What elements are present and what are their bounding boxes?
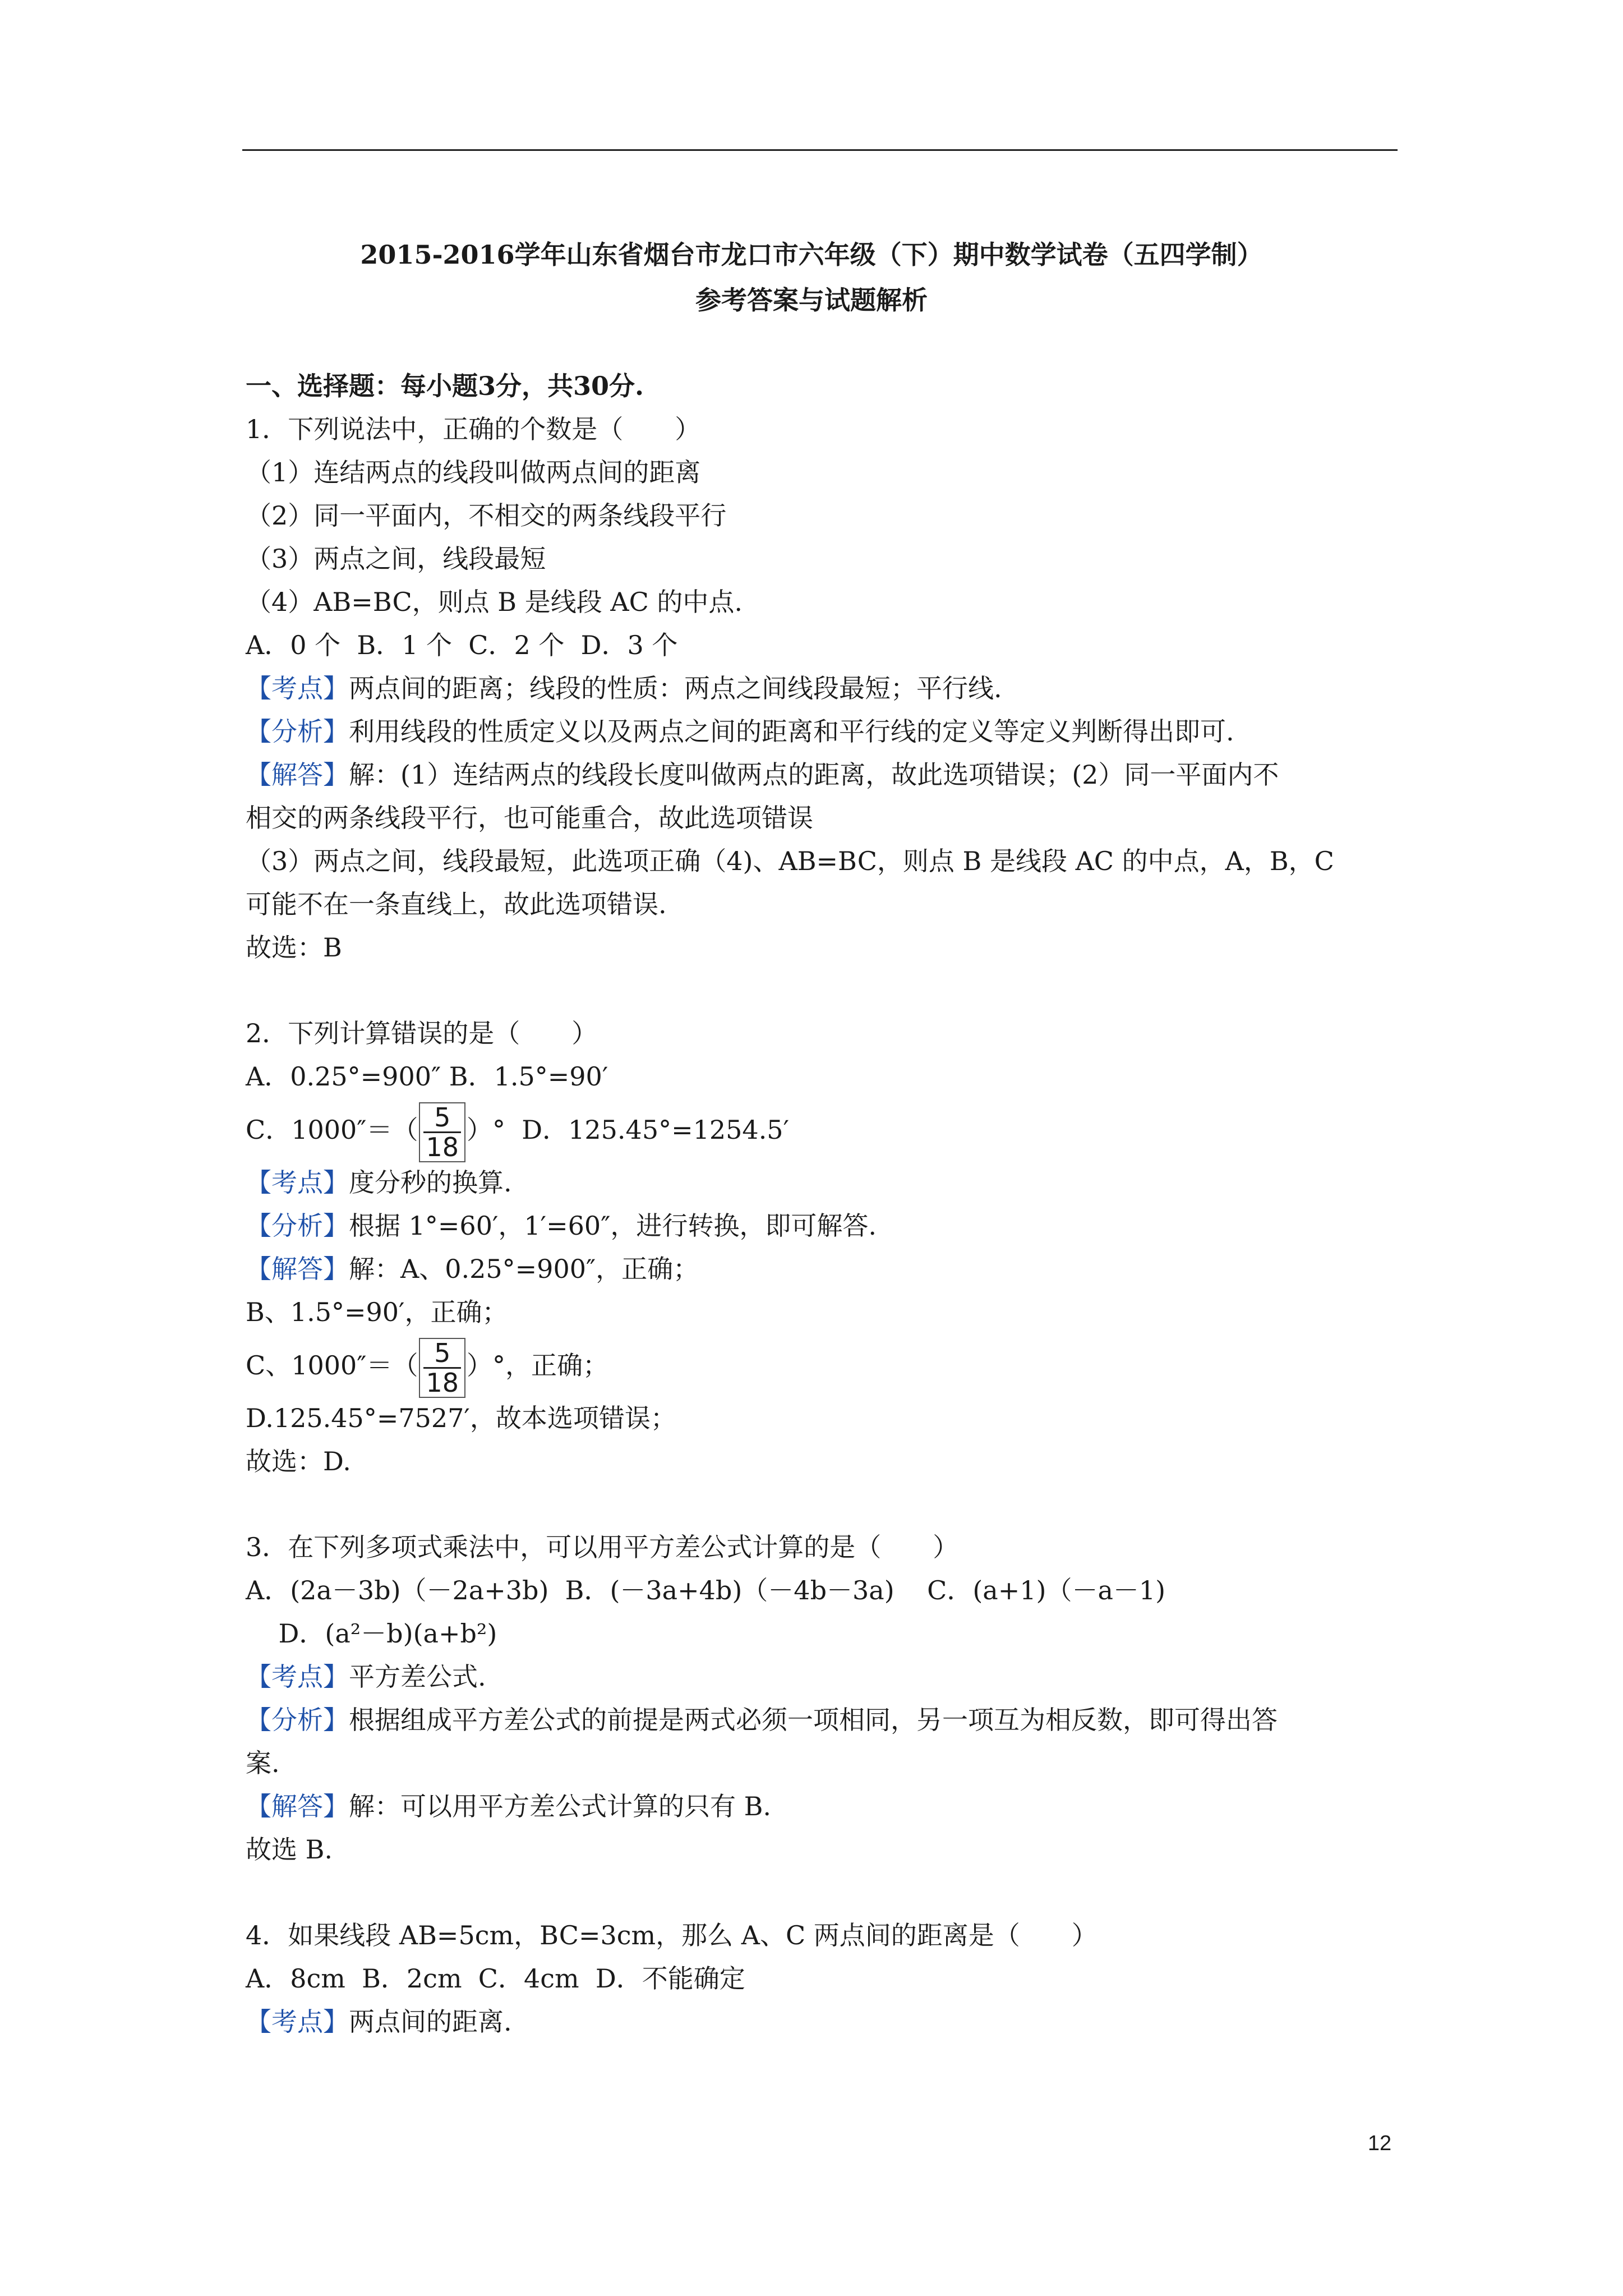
q2-answer: 故选：D. (246, 1446, 351, 1476)
spacer (246, 1483, 1399, 1526)
fenxi-tag: 【分析】 (246, 1211, 349, 1241)
q3-kaodian-text: 平方差公式. (349, 1662, 486, 1692)
kaodian-tag: 【考点】 (246, 2007, 349, 2037)
q2-option-c-suffix: ）° D．125.45°=1254.5′ (467, 1115, 790, 1145)
q2-jieda-line-3 (246, 1334, 1399, 1397)
q1-fenxi-text: 利用线段的性质定义以及两点之间的距离和平行线的定义等定义判断得出即可. (349, 716, 1234, 747)
q3-fenxi-text-2: 案. (246, 1748, 280, 1778)
jieda-tag: 【解答】 (246, 1791, 349, 1821)
q1-statement-2: （2）同一平面内，不相交的两条线段平行 (246, 500, 727, 531)
q2-kaodian (246, 1161, 1399, 1204)
q1-fenxi (246, 710, 1399, 753)
page-title: 2015-2016学年山东省烟台市龙口市六年级（下）期中数学试卷（五四学制） (360, 240, 1263, 270)
q1-jieda-text-4: 可能不在一条直线上，故此选项错误. (246, 889, 667, 919)
q4-options: A．8cm B．2cm C．4cm D．不能确定 (246, 1963, 745, 1994)
q4-kaodian (246, 2000, 1399, 2044)
q2-options-ab: A．0.25°=900″ B．1.5°=90′ (246, 1061, 608, 1092)
q1-jieda-text-2: 相交的两条线段平行，也可能重合，故此选项错误 (246, 803, 813, 833)
q2-jieda-c-suffix: ）°，正确； (467, 1350, 608, 1381)
jieda-tag: 【解答】 (246, 1254, 349, 1284)
q2-fenxi-text: 根据 1°=60′，1′=60″，进行转换，即可解答. (349, 1211, 877, 1241)
q2-fenxi (246, 1204, 1399, 1248)
q3-fenxi-text-1: 根据组成平方差公式的前提是两式必须一项相同，另一项互为相反数，即可得出答 (349, 1705, 1278, 1735)
q3-jieda-text: 解：可以用平方差公式计算的只有 B. (349, 1791, 772, 1821)
q1-statement-4: （4）AB=BC，则点 B 是线段 AC 的中点. (246, 587, 743, 617)
q1-answer: 故选：B (246, 932, 342, 963)
q2-jieda-text-2: B、1.5°=90′，正确； (246, 1297, 508, 1327)
q2-jieda-c-prefix: C、1000″＝（ (246, 1350, 418, 1381)
kaodian-tag: 【考点】 (246, 1662, 349, 1692)
section-heading: 一、选择题：每小题3分，共30分. (246, 371, 644, 401)
q2-jieda (246, 1248, 1399, 1291)
kaodian-tag: 【考点】 (246, 673, 349, 703)
spacer (246, 1871, 1399, 1914)
page-subtitle: 参考答案与试题解析 (695, 285, 928, 315)
q1-stem: 1．下列说法中，正确的个数是（ ） (246, 414, 701, 444)
fraction-image (419, 1102, 465, 1162)
q3-option-d: D．(a²－b)(a+b²) (246, 1618, 497, 1649)
q4-stem: 4．如果线段 AB=5cm，BC=3cm，那么 A、C 两点间的距离是（ ） (246, 1920, 1098, 1950)
q2-jieda-text-4: D.125.45°=7527′，故本选项错误； (246, 1403, 676, 1433)
q1-jieda-text-3: （3）两点之间，线段最短，此选项正确（4)、AB=BC，则点 B 是线段 AC 的中点，A，B，C (246, 846, 1334, 876)
fraction-numerator: 5 (423, 1103, 461, 1133)
q1-kaodian-text: 两点间的距离；线段的性质：两点之间线段最短；平行线. (349, 673, 1002, 703)
fraction-denominator: 18 (426, 1367, 459, 1398)
q3-jieda (246, 1785, 1399, 1828)
header-rule (242, 149, 1398, 151)
q1-jieda (246, 753, 1399, 797)
fraction-image (419, 1338, 465, 1398)
fraction-denominator: 18 (426, 1131, 459, 1162)
q2-options-cd (246, 1098, 1399, 1161)
q2-kaodian-text: 度分秒的换算. (349, 1167, 512, 1198)
q3-fenxi (246, 1699, 1399, 1742)
q2-stem: 2．下列计算错误的是（ ） (246, 1018, 598, 1048)
q1-statement-3: （3）两点之间，线段最短 (246, 544, 546, 574)
kaodian-tag: 【考点】 (246, 1167, 349, 1198)
jieda-tag: 【解答】 (246, 760, 349, 790)
q1-options: A．0 个 B．1 个 C．2 个 D．3 个 (246, 630, 678, 660)
q3-stem: 3．在下列多项式乘法中，可以用平方差公式计算的是（ ） (246, 1532, 959, 1562)
q1-kaodian (246, 667, 1399, 710)
q1-statement-1: （1）连结两点的线段叫做两点间的距离 (246, 457, 701, 487)
document-body (246, 365, 1399, 2044)
q2-option-c-prefix: C．1000″＝（ (246, 1115, 418, 1145)
fenxi-tag: 【分析】 (246, 716, 349, 747)
fenxi-tag: 【分析】 (246, 1705, 349, 1735)
q3-kaodian (246, 1655, 1399, 1699)
spacer (246, 969, 1399, 1012)
q2-jieda-text-1: 解：A、0.25°=900″，正确； (349, 1254, 699, 1284)
fraction-numerator: 5 (423, 1339, 461, 1369)
q4-kaodian-text: 两点间的距离. (349, 2007, 512, 2037)
page-number: 12 (1367, 2132, 1392, 2155)
q3-answer: 故选 B. (246, 1834, 333, 1865)
q3-options-abc: A．(2a－3b)（－2a+3b) B．(－3a+4b)（－4b－3a) C．(a+1)（－a－1) (246, 1575, 1166, 1605)
q1-jieda-text-1: 解：(1）连结两点的线段长度叫做两点的距离，故此选项错误；(2）同一平面内不 (349, 760, 1279, 790)
